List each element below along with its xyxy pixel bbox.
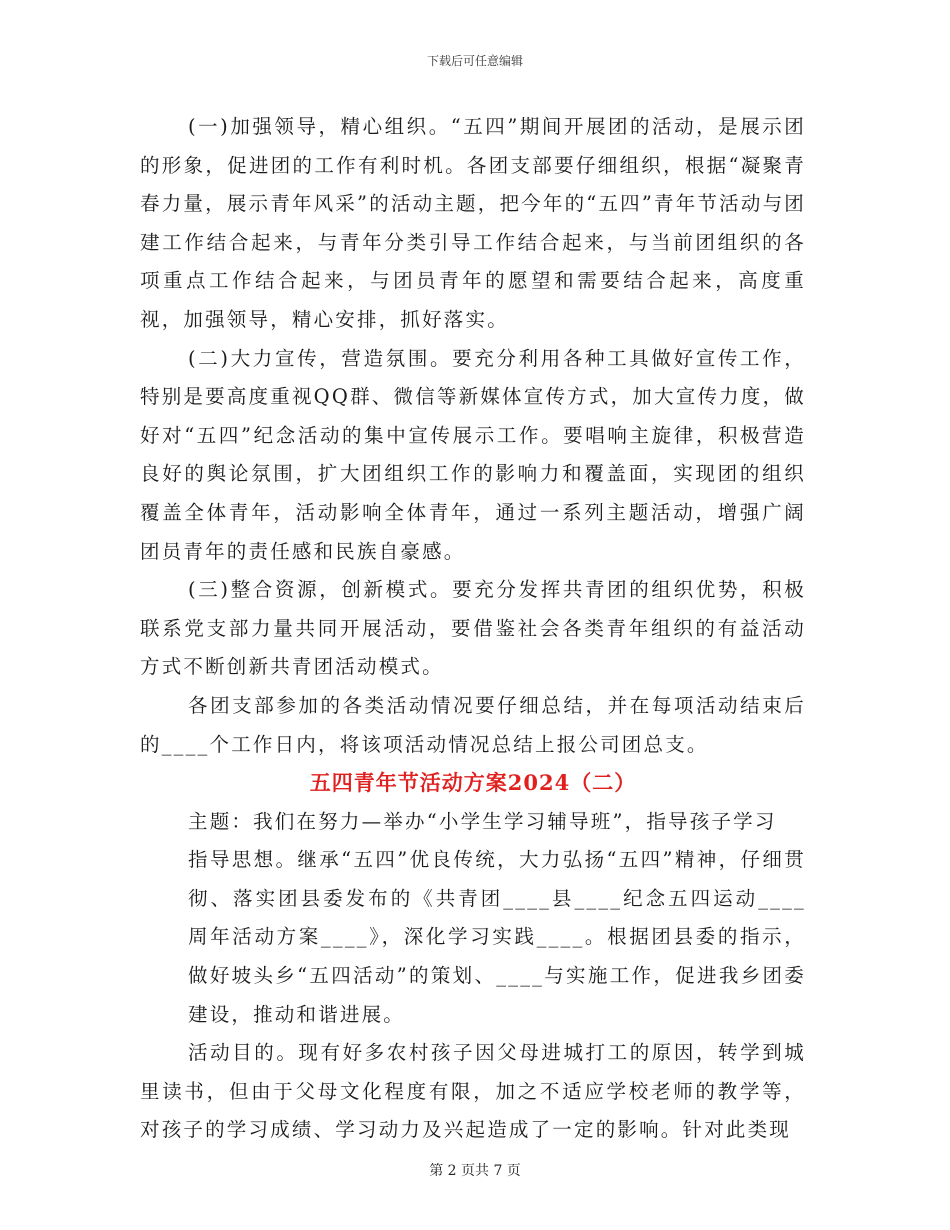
paragraph-summary-report: 各团支部参加的各类活动情况要仔细总结，并在每项活动结束后的____个工作日内，将该项活动情况总结上报公司团总支。 xyxy=(140,693,806,756)
paragraph-guiding-thought: 指导思想。继承“五四”优良传统，大力弘扬“五四”精神，仔细贯彻、落实团县委发布的《共青团____县____纪念五四运动____周年活动方案____》，深化学习实践____。根据团县委的指示，做好坡头乡“五四活动”的策划、____与实施工作，促进我乡团委建设，推动和谐进展。 xyxy=(188,848,806,1026)
paragraph-theme: 主题：我们在努力—举办“小学生学习辅导班”，指导孩子学习 xyxy=(188,809,777,833)
paragraph-strengthen-leadership: (一)加强领导，精心组织。“五四”期间开展团的活动，是展示团的形象，促进团的工作有利时机。各团支部要仔细组织，根据“凝聚青春力量，展示青年风采”的活动主题，把今年的“五四”青年节活动与团建工作结合起来，与青年分类引导工作结合起来，与当前团组织的各项重点工作结合起来，与团员青年的愿望和需要结合起来，高度重视，加强领导，精心安排，抓好落实。 xyxy=(140,115,806,331)
paragraph-publicity: (二)大力宣传，营造氛围。要充分利用各种工具做好宣传工作，特别是要高度重视QQ群、微信等新媒体宣传方式，加大宣传力度，做好对“五四”纪念活动的集中宣传展示工作。要唱响主旋律，积极营造良好的舆论氛围，扩大团组织工作的影响力和覆盖面，实现团的组织覆盖全体青年，活动影响全体青年，通过一系列主题活动，增强广阔团员青年的责任感和民族自豪感。 xyxy=(140,346,806,563)
page-number: 第 2 页共 7 页 xyxy=(429,1163,521,1179)
document-body xyxy=(140,108,806,1150)
paragraph-integrate-resources: (三)整合资源，创新模式。要充分发挥共青团的组织优势，积极联系党支部力量共同开展活动，要借鉴社会各类青年组织的有益活动方式不断创新共青团活动模式。 xyxy=(140,578,806,679)
paragraph-activity-purpose: 活动目的。现有好多农村孩子因父母进城打工的原因，转学到城里读书，但由于父母文化程度有限，加之不适应学校老师的教学等，对孩子的学习成绩、学习动力及兴起造成了一定的影响。针对此类现 xyxy=(140,1041,806,1142)
section-title: 五四青年节活动方案2024（二） xyxy=(309,770,637,796)
page-header-note: 下载后可任意编辑 xyxy=(426,54,523,68)
